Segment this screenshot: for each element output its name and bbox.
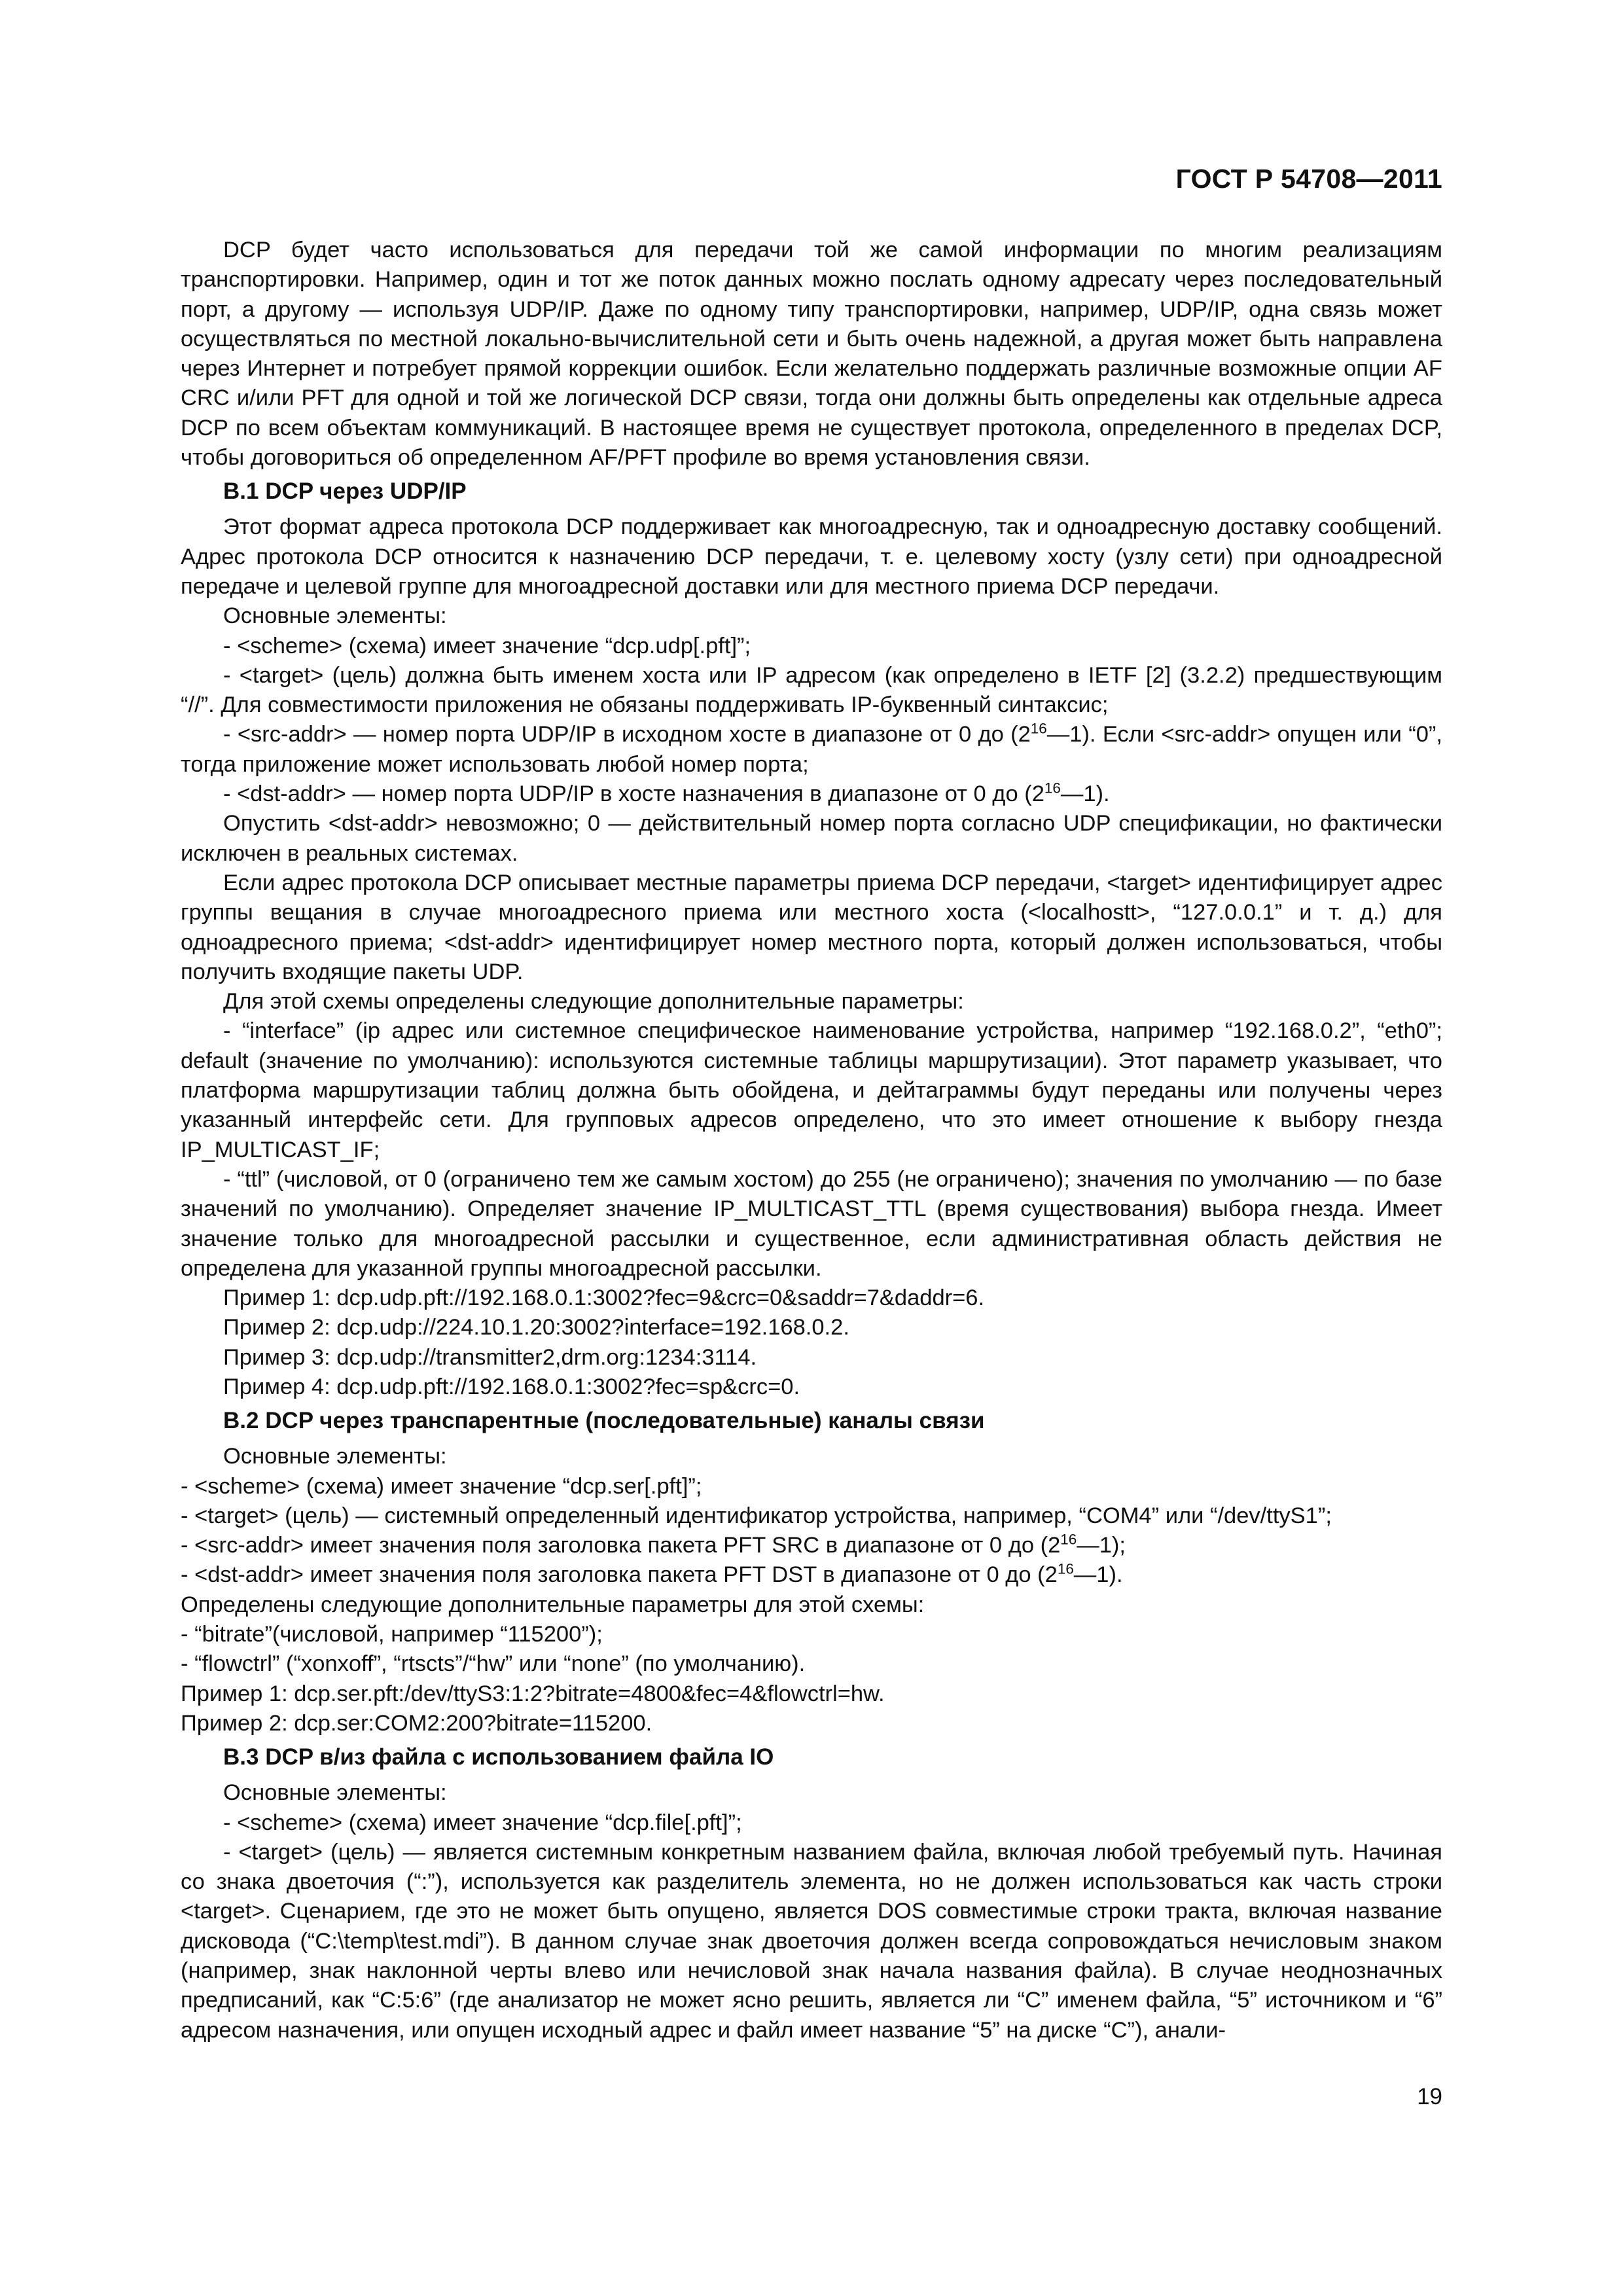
paragraph: Опустить <dst-addr> невозможно; 0 — действительный номер порта согласно UDP спецификации, но фактически исключен в реальных системах. — [181, 811, 1442, 866]
paragraph: Для этой схемы определены следующие дополнительные параметры: — [223, 989, 964, 1014]
list-item: - <src-addr> имеет значения поля заголовка пакета PFT SRC в диапазоне от 0 до $(2^{16}—1)$; — [181, 1531, 1126, 1558]
section-b1-heading: В.1 DCP через UDP/IP — [223, 478, 467, 505]
paragraph: Если адрес протокола DCP описывает местные параметры приема DCP передачи, <target> идентифицирует адрес группы вещания в случае многоадресного приема или местного хоста (<localhostt>, “127.0.0.1” и т. д.) для одноадресного приема; <dst-addr> идентифицирует номер местного порта, который должен использоваться, чтобы получить входящие пакеты UDP. — [181, 870, 1442, 984]
list-item: - <dst-addr> имеет значения поля заголовка пакета PFT DST в диапазоне от 0 до $(2^{16}—1)$. — [181, 1560, 1123, 1588]
standard-header: ГОСТ Р 54708—2011 — [1175, 164, 1442, 194]
list-item: - “bitrate”(числовой, например “115200”); — [181, 1622, 603, 1647]
list-item: - <scheme> (схема) имеет значение “dcp.file[.pft]”; — [223, 1810, 742, 1835]
list-item: - <scheme> (схема) имеет значение “dcp.udp[.pft]”; — [223, 633, 751, 658]
paragraph: Основные элементы: — [223, 1780, 447, 1806]
example-line: Пример 4: dcp.udp.pft://192.168.0.1:3002?fec=sp&crc=0. — [223, 1374, 800, 1399]
paragraph: Этот формат адреса протокола DCP поддерживает как многоадресную, так и одноадресную доставку сообщений. Адрес протокола DCP относится к назначению DCP передачи, т. е. целевому хосту (узлу сети) при одноадресной передаче и целевой группе для многоадресной доставки или для местного приема DCP передачи. — [181, 514, 1442, 599]
paragraph: Определены следующие дополнительные параметры для этой схемы: — [181, 1592, 925, 1617]
list-item: - <target> (цель) — является системным конкретным названием файла, включая любой требуемый путь. Начиная со знака двоеточия (“:”), используется как разделитель элемента, но не должен использоваться как часть строки <target>. Сценарием, где это не может быть опущено, является DOS совместимые строки тракта, включая название дисковода (“C:\temp\test.mdi”). В данном случае знак двоеточия должен всегда сопровождаться нечисловым знаком (например, знак наклонной черты влево или нечисловой знак начала названия файла). В случае неоднозначных предписаний, как “C:5:6” (где анализатор не может ясно решить, является ли “C” именем файла, “5” источником и “6” адресом назначения, или опущен исходный адрес и файл имеет название “5” на диске “C”), анали- — [181, 1839, 1442, 2043]
list-item: - “ttl” (числовой, от 0 (ограничено тем же самым хостом) до 255 (не ограничено); значения по умолчанию — по базе значений по умолчанию). Определяет значение IP_MULTICAST_TTL (время существования) выбора гнезда. Имеет значение только для многоадресной рассылки и существенное, если административная область действия не определена для указанной группы многоадресной рассылки. — [181, 1166, 1442, 1281]
paragraph: Основные элементы: — [223, 1444, 447, 1469]
example-line: Пример 2: dcp.ser:COM2:200?bitrate=115200. — [181, 1710, 652, 1736]
list-item: - “flowctrl” (“xonxoff”, “rtscts”/“hw” или “none” (по умолчанию). — [181, 1651, 806, 1677]
page-number: 19 — [1417, 2084, 1442, 2109]
list-item: - <dst-addr> — номер порта UDP/IP в хосте назначения в диапазоне от 0 до $(2^{16}—1)$. — [223, 780, 1110, 807]
list-item: - <target> (цель) — системный определенный идентификатор устройства, например, “COM4” или “/dev/ttyS1”; — [181, 1503, 1332, 1528]
example-line: Пример 2: dcp.udp://224.10.1.20:3002?interface=192.168.0.2. — [223, 1315, 849, 1340]
document-body — [181, 236, 1442, 2045]
example-line: Пример 1: dcp.udp.pft://192.168.0.1:3002?fec=9&crc=0&saddr=7&daddr=6. — [223, 1285, 985, 1311]
list-item: - <target> (цель) должна быть именем хоста или IP адресом (как определено в IETF [2] (3.2.2) предшествующим “//”. Для совместимости приложения не обязаны поддерживать IP-буквенный синтаксис; — [181, 662, 1442, 718]
list-item: - <src-addr> — номер порта UDP/IP в исходном хосте в диапазоне от 0 до $(2^{16}—1)$. Если <src-addr> опущен или “0”, тогда приложение может использовать любой номер порта; — [181, 720, 1442, 777]
paragraph: Основные элементы: — [223, 603, 447, 629]
example-line: Пример 3: dcp.udp://transmitter2,drm.org:1234:3114. — [223, 1344, 757, 1370]
section-b3-heading: В.3 DCP в/из файла с использованием файла IO — [223, 1744, 774, 1770]
list-item: - “interface” (ip адрес или системное специфическое наименование устройства, например “192.168.0.2”, “eth0”; default (значение по умолчанию): используются системные таблицы маршрутизации). Этот параметр указывает, что платформа маршрутизации таблиц должна быть обойдена, и дейтаграммы будут переданы или получены через указанный интерфейс сети. Для групповых адресов определено, что это имеет отношение к выбору гнезда IP_MULTICAST_IF; — [181, 1018, 1442, 1162]
list-item: - <scheme> (схема) имеет значение “dcp.ser[.pft]”; — [181, 1473, 702, 1499]
intro-paragraph: DCP будет часто использоваться для передачи той же самой информации по многим реализациям транспортировки. Например, один и тот же поток данных можно послать одному адресату через последовательный порт, а другому — используя UDP/IP. Даже по одному типу транспортировки, например, UDP/IP, одна связь может осуществляться по местной локально-вычислительной сети и быть очень надежной, а другая может быть направлена через Интернет и потребует прямой коррекции ошибок. Если желательно поддержать различные возможные опции AF CRC и/или PFT для одной и той же логической DCP связи, тогда они должны быть определены как отдельные адреса DCP по всем объектам коммуникаций. В настоящее время не существует протокола, определенного в пределах DCP, чтобы договориться об определенном AF/PFT профиле во время установления связи. — [181, 238, 1442, 471]
section-b2-heading: В.2 DCP через транспарентные (последовательные) каналы связи — [223, 1408, 985, 1434]
example-line: Пример 1: dcp.ser.pft:/dev/ttyS3:1:2?bitrate=4800&fec=4&flowctrl=hw. — [181, 1681, 885, 1706]
